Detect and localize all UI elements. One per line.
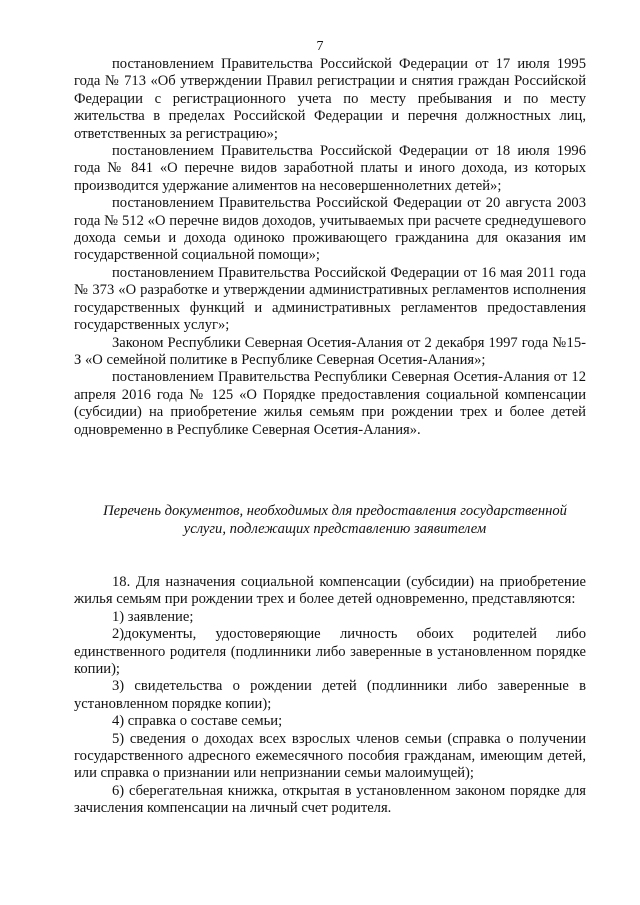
page-number: 7	[316, 39, 324, 54]
documents-list	[74, 574, 586, 818]
document-item: 4) справка о составе семьи;	[112, 713, 283, 730]
legal-basis-list	[74, 56, 586, 439]
legal-basis-item: постановлением Правительства Российской Федерации от 16 мая 2011 года № 373 «О разработке и утверждении административных регламентов исполнения государственных функций и административных регламентов предоставления государственных услуг»;	[74, 264, 586, 334]
legal-basis-item: постановлением Правительства Российской Федерации от 18 июля 1996 года № 841 «О перечне видов заработной платы и иного дохода, из которых производится удержание алиментов на несовершеннолетних детей»;	[74, 143, 586, 194]
legal-basis-item: постановлением Правительства Российской Федерации от 20 августа 2003 года № 512 «О перечне видов доходов, учитываемых при расчете среднедушевого дохода семьи и дохода одиноко проживающего гражданина для оказания им государственной социальной помощи»;	[74, 195, 586, 264]
section-heading: Перечень документов, необходимых для предоставления государственной услуги, подлежащих представлению заявителем	[103, 503, 567, 537]
legal-basis-item: постановлением Правительства Республики Северная Осетия-Алания от 12 апреля 2016 года № 125 «О Порядке предоставления социальной компенсации (субсидии) на приобретение жилья семьям при рождении трех и более детей одновременно в Республике Северная Осетия-Алания».	[74, 369, 586, 438]
documents-intro: 18. Для назначения социальной компенсации (субсидии) на приобретение жилья семьям при рождении трех и более детей одновременно, представляются:	[74, 574, 586, 608]
document-item: 3) свидетельства о рождении детей (подлинники либо заверенные в установленном порядке копии);	[74, 678, 586, 712]
document-item: 1) заявление;	[112, 608, 194, 625]
legal-basis-item: Законом Республики Северная Осетия-Алания от 2 декабря 1997 года №15-З «О семейной политике в Республике Северная Осетия-Алания»;	[74, 334, 586, 368]
legal-basis-item: постановлением Правительства Российской Федерации от 17 июля 1995 года № 713 «Об утверждении Правил регистрации и снятия граждан Российской Федерации с регистрационного учета по месту пребывания и по месту жительства в пределах Российской Федерации и перечня должностных лиц, ответственных за регистрацию»;	[74, 56, 586, 142]
document-item: 5) сведения о доходах всех взрослых членов семьи (справка о получении государственного адресного ежемесячного пособия гражданам, имеющим детей, или справка о признании или непризнании семьи малоимущей);	[74, 730, 586, 782]
document-item: 2)документы, удостоверяющие личность обоих родителей либо единственного родителя (подлинники либо заверенные в установленном порядке копии);	[74, 626, 586, 678]
document-item: 6) сберегательная книжка, открытая в установленном законом порядке для зачисления компенсации на личный счет родителя.	[74, 782, 586, 817]
